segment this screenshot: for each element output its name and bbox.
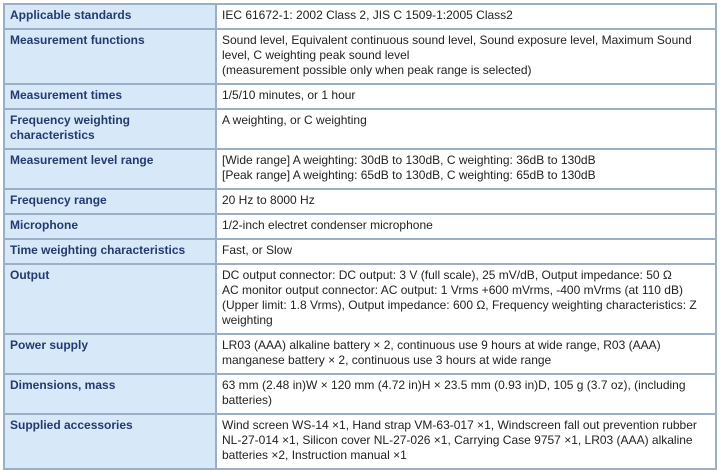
spec-row — [5, 375, 715, 413]
spec-value-line: Fast, or Slow — [222, 243, 293, 257]
spec-row — [5, 215, 715, 238]
spec-row — [5, 30, 715, 83]
spec-value-line: (measurement possible only when peak range is selected) — [222, 63, 532, 77]
spec-value-line: LR03 (AAA) alkaline battery × 2, continuous use 9 hours at wide range, R03 (AAA) manganese battery × 2, continuous use 3 hours at wide range — [222, 338, 661, 367]
spec-value-line: 1/2-inch electret condenser microphone — [222, 218, 433, 232]
spec-value — [217, 150, 715, 188]
spec-value — [217, 375, 715, 413]
spec-row — [5, 415, 715, 468]
spec-row — [5, 110, 715, 148]
spec-value-line: DC output connector: DC output: 3 V (full scale), 25 mV/dB, Output impedance: 50 Ω — [222, 268, 672, 282]
spec-value-line: Sound level, Equivalent continuous sound level, Sound exposure level, Maximum Sound level, C weighting peak sound level — [222, 33, 692, 62]
spec-label: Measurement level range — [5, 150, 215, 188]
spec-row — [5, 5, 715, 28]
spec-row — [5, 85, 715, 108]
spec-value — [217, 5, 715, 28]
spec-row — [5, 150, 715, 188]
spec-row — [5, 190, 715, 213]
spec-value-line: Wind screen WS-14 ×1, Hand strap VM-63-017 ×1, Windscreen fall out prevention rubber NL-27-014 ×1, Silicon cover NL-27-026 ×1, Carrying Case 9757 ×1, LR03 (AAA) alkaline batteries ×2, Instruction manual ×1 — [222, 418, 697, 462]
spec-label: Power supply — [5, 335, 215, 373]
spec-label: Measurement times — [5, 85, 215, 108]
spec-value — [217, 85, 715, 108]
spec-label: Microphone — [5, 215, 215, 238]
spec-label: Dimensions, mass — [5, 375, 215, 413]
spec-row — [5, 335, 715, 373]
spec-value — [217, 190, 715, 213]
spec-value-line: [Wide range] A weighting: 30dB to 130dB, C weighting: 36dB to 130dB — [222, 153, 596, 167]
specifications-table — [3, 3, 717, 470]
spec-row — [5, 240, 715, 263]
spec-value-line: 1/5/10 minutes, or 1 hour — [222, 88, 356, 102]
spec-value — [217, 215, 715, 238]
spec-value-line: 63 mm (2.48 in)W × 120 mm (4.72 in)H × 23.5 mm (0.93 in)D, 105 g (3.7 oz), (including batteries) — [222, 378, 686, 407]
spec-value-line: A weighting, or C weighting — [222, 113, 367, 127]
specifications-body — [5, 5, 715, 468]
spec-value-line: AC monitor output connector: AC output: 1 Vrms +600 mVrms, -400 mVrms (at 110 dB) (Upper limit: 1.8 Vrms), Output impedance: 600 Ω, Frequency weighting characteristics: Z weighting — [222, 283, 697, 327]
spec-label: Output — [5, 265, 215, 333]
spec-row — [5, 265, 715, 333]
spec-label: Applicable standards — [5, 5, 215, 28]
spec-label: Measurement functions — [5, 30, 215, 83]
spec-value — [217, 265, 715, 333]
spec-label: Supplied accessories — [5, 415, 215, 468]
spec-value — [217, 30, 715, 83]
spec-value — [217, 110, 715, 148]
spec-value — [217, 240, 715, 263]
spec-value — [217, 335, 715, 373]
spec-value-line: 20 Hz to 8000 Hz — [222, 193, 315, 207]
spec-value — [217, 415, 715, 468]
spec-label: Frequency weighting characteristics — [5, 110, 215, 148]
spec-label: Time weighting characteristics — [5, 240, 215, 263]
spec-value-line: [Peak range] A weighting: 65dB to 130dB, C weighting: 65dB to 130dB — [222, 168, 596, 182]
spec-value-line: IEC 61672-1: 2002 Class 2, JIS C 1509-1:2005 Class2 — [222, 8, 513, 22]
spec-label: Frequency range — [5, 190, 215, 213]
